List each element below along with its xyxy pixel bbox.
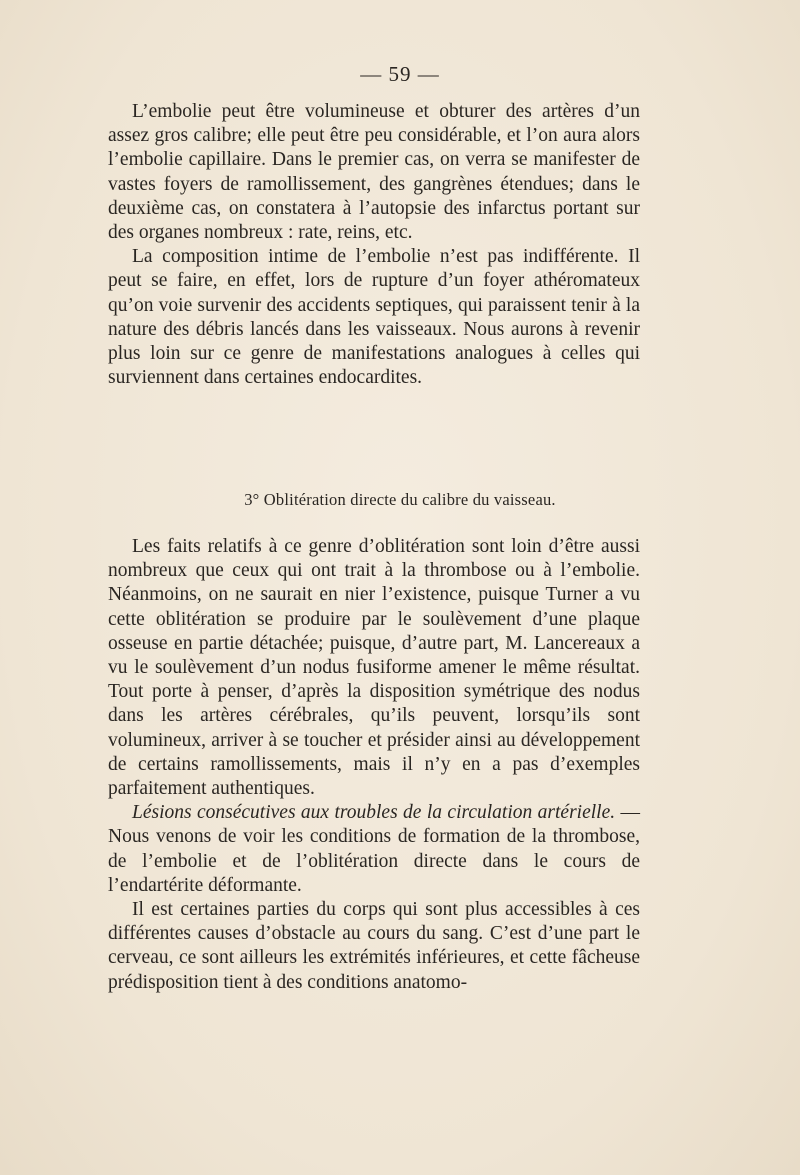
section-heading: 3° Oblitération directe du calibre du vaisseau. <box>244 490 556 509</box>
page-number: — 59 — <box>360 62 440 86</box>
text-block-bottom <box>108 535 640 995</box>
paragraph-text: — Nous venons de voir les conditions de formation de la thrombose, de l’embolie et de l’oblitération directe dans le cours de l’endartérite déformante. <box>108 802 641 896</box>
paragraph: La composition intime de l’embolie n’est pas indifférente. Il peut se faire, en effet, lors de rupture d’un foyer athéromateux qu’on voie survenir des accidents septiques, qui paraissent tenir à la nature des débris lancés dans les vaisseaux. Nous aurons à revenir plus loin sur ce genre de manifestations analogues à celles qui surviennent dans certaines endocardites. <box>108 246 640 389</box>
paragraph: Il est certaines parties du corps qui sont plus accessibles à ces différentes causes d’obstacle au cours du sang. C’est d’une part le cerveau, ce sont ailleurs les extrémités inférieures, et cette fâcheuse prédisposition tient à des conditions anatomo- <box>108 899 640 993</box>
paragraph <box>108 801 640 898</box>
paragraph: L’embolie peut être volumineuse et obturer des artères d’un assez gros calibre; elle peut être peu considérable, et l’on aura alors l’embolie capillaire. Dans le premier cas, on verra se manifester de vastes foyers de ramollissement, des gangrènes étendues; dans le deuxième cas, on constatera à l’autopsie des infarctus portant sur des organes nombreux : rate, reins, etc. <box>108 101 640 244</box>
italic-subheading: Lésions consécutives aux troubles de la circulation artérielle. <box>132 802 616 824</box>
paragraph: Les faits relatifs à ce genre d’oblitération sont loin d’être aussi nombreux que ceux qui ont trait à la thrombose ou à l’embolie. Néanmoins, on ne saurait en nier l’existence, puisque Turner a vu cette oblitération se produire par le soulèvement d’une plaque osseuse en partie détachée; puisque, d’autre part, M. Lancereaux a vu le soulèvement d’un nodus fusiforme amener le même résultat. Tout porte à penser, d’après la disposition symétrique des nodus dans les artères cérébrales, qu’ils peuvent, lorsqu’ils sont volumineux, arriver à se toucher et présider ainsi au développement de certains ramollissements, mais il n’y en a pas d’exemples parfaitement authentiques. <box>108 536 640 800</box>
text-block-top <box>108 100 640 390</box>
